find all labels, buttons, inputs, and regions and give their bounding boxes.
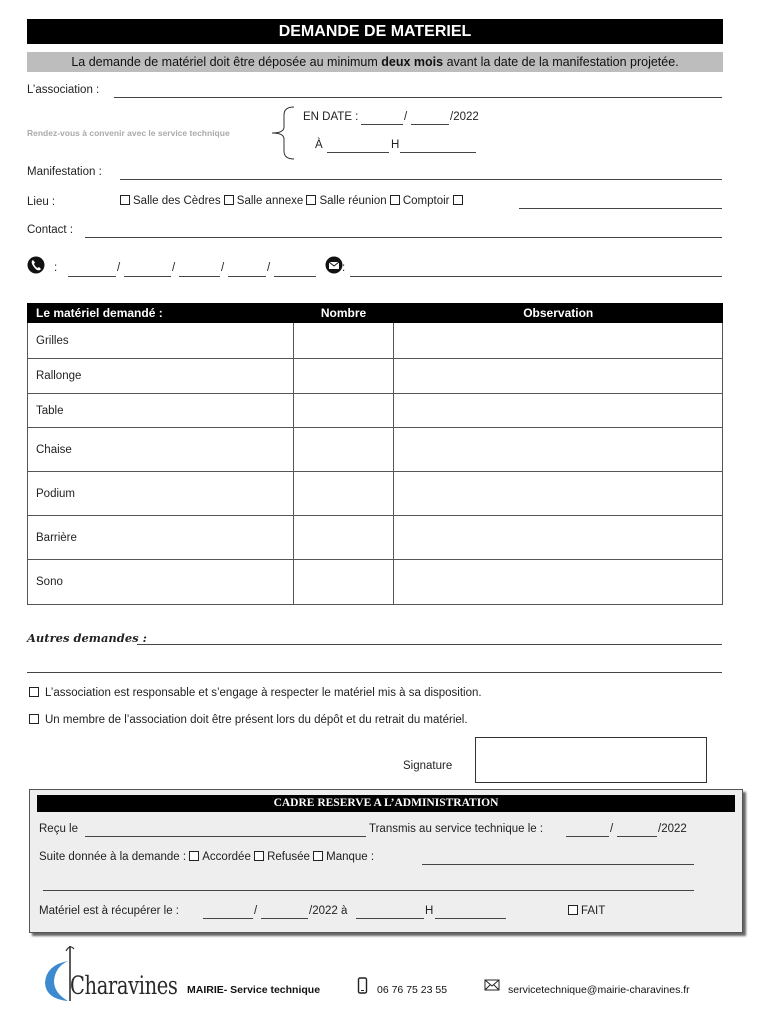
checkbox-refusee[interactable] — [254, 851, 264, 861]
email-colon: : — [342, 262, 346, 274]
nombre-cell[interactable] — [293, 323, 394, 359]
contact-field[interactable] — [85, 237, 722, 238]
notice-text-bold: deux mois — [381, 55, 444, 69]
transmis-day-field[interactable] — [566, 836, 609, 837]
recu-field[interactable] — [85, 836, 366, 837]
transmis-month-field[interactable] — [617, 836, 657, 837]
fait-label: FAIT — [581, 905, 606, 917]
nombre-cell[interactable] — [293, 359, 394, 394]
manifestation-label: Manifestation : — [27, 166, 102, 178]
lieu-options — [120, 195, 466, 207]
phone-field-5[interactable] — [274, 276, 316, 277]
en-date-month-field[interactable] — [411, 124, 449, 125]
table-row — [28, 560, 723, 605]
recu-label: Reçu le — [39, 823, 78, 835]
material-name: Sono — [28, 560, 294, 605]
phone-field-3[interactable] — [179, 276, 220, 277]
phone-field-2[interactable] — [124, 276, 171, 277]
checkbox-presence[interactable] — [29, 714, 39, 724]
recuperer-month-field[interactable] — [261, 918, 308, 919]
en-date-label: EN DATE : — [303, 111, 359, 123]
checkbox-reunion[interactable] — [306, 195, 316, 205]
recuperer-h-label: H — [425, 905, 434, 917]
observation-cell[interactable] — [394, 472, 723, 516]
transmis-label: Transmis au service technique le : — [369, 823, 544, 835]
lieu-label: Lieu : — [27, 196, 56, 208]
phone-field-1[interactable] — [68, 276, 116, 277]
observation-cell[interactable] — [394, 516, 723, 560]
commitment-presence-text: Un membre de l’association doit être présent lors du dépôt et du retrait du matériel. — [45, 714, 468, 726]
lieu-option-cedres[interactable]: Salle des Cèdres — [120, 195, 221, 207]
table-row — [28, 394, 723, 428]
observation-cell[interactable] — [394, 323, 723, 359]
table-row — [28, 516, 723, 560]
email-icon — [325, 256, 346, 274]
brace-icon — [264, 105, 300, 161]
autres-demandes-field-1[interactable] — [137, 644, 722, 645]
commitment-presence[interactable] — [29, 714, 468, 726]
observation-cell[interactable] — [394, 394, 723, 428]
material-name: Barrière — [28, 516, 294, 560]
recuperer-year: /2022 à — [309, 905, 348, 917]
checkbox-respect[interactable] — [29, 687, 39, 697]
footer-email[interactable]: servicetechnique@mairie-charavines.fr — [508, 984, 690, 996]
checkbox-accordee[interactable] — [189, 851, 199, 861]
email-field[interactable] — [350, 276, 722, 277]
notice-text-pre: La demande de matériel doit être déposée au minimum — [71, 55, 378, 69]
observation-cell[interactable] — [394, 359, 723, 394]
autres-demandes-label: Autres demandes : — [27, 631, 147, 645]
nombre-cell[interactable] — [293, 428, 394, 472]
rdv-label: Rendez-vous à convenir avec le service technique — [27, 128, 230, 138]
header-nombre: Nombre — [293, 304, 394, 323]
checkbox-fait[interactable] — [568, 905, 578, 915]
a-label: À — [315, 139, 323, 151]
material-name: Rallonge — [28, 359, 294, 394]
recuperer-label: Matériel est à récupérer le : — [39, 905, 179, 917]
lieu-other-field[interactable] — [519, 208, 722, 209]
signature-label: Signature — [403, 760, 453, 772]
nombre-cell[interactable] — [293, 472, 394, 516]
manifestation-field[interactable] — [120, 179, 722, 180]
rdv-minute-field[interactable] — [400, 152, 476, 153]
table-row — [28, 472, 723, 516]
fait-option[interactable] — [568, 905, 605, 917]
signature-box[interactable] — [475, 737, 707, 783]
checkbox-other[interactable] — [453, 195, 463, 205]
suite-text: Suite donnée à la demande : — [39, 851, 187, 863]
en-date-day-field[interactable] — [361, 124, 403, 125]
table-row — [28, 428, 723, 472]
header-observation: Observation — [394, 304, 723, 323]
commitment-respect-text: L’association est responsable et s’engage à respecter le matériel mis à sa disposition. — [45, 687, 482, 699]
observation-cell[interactable] — [394, 428, 723, 472]
rdv-hour-field[interactable] — [327, 152, 389, 153]
notice-banner — [27, 52, 723, 72]
association-field[interactable] — [114, 97, 722, 98]
material-name: Grilles — [28, 323, 294, 359]
material-name: Chaise — [28, 428, 294, 472]
table-header-row — [28, 304, 723, 323]
recuperer-hour-field[interactable] — [356, 918, 424, 919]
en-date-year: /2022 — [450, 111, 479, 123]
refusee-label: Refusée — [267, 851, 310, 863]
page-title: DEMANDE DE MATERIEL — [27, 19, 723, 44]
checkbox-manque[interactable] — [313, 851, 323, 861]
nombre-cell[interactable] — [293, 516, 394, 560]
checkbox-annexe[interactable] — [224, 195, 234, 205]
footer-phone: 06 76 75 23 55 — [377, 984, 448, 996]
suite-label — [39, 851, 374, 863]
admin-section: CADRE RESERVE A L’ADMINISTRATION Reçu le Transmis au service technique le : / /2022 Suite donnée à la demande : Accordée Refusée Manque : Matériel est à récupérer le : / /2022 à H FAIT — [29, 789, 743, 933]
lieu-option-comptoir[interactable]: Comptoir — [390, 195, 450, 207]
association-label: L’association : — [27, 84, 100, 96]
phone-icon — [27, 256, 45, 274]
charavines-logo — [40, 943, 178, 1005]
nombre-cell[interactable] — [293, 560, 394, 605]
checkbox-cedres[interactable] — [120, 195, 130, 205]
admin-title: CADRE RESERVE A L’ADMINISTRATION — [37, 795, 735, 812]
accordee-label: Accordée — [202, 851, 251, 863]
h-label: H — [391, 139, 400, 151]
recuperer-minute-field[interactable] — [435, 918, 506, 919]
material-name: Podium — [28, 472, 294, 516]
mobile-phone-icon — [357, 977, 369, 995]
table-row — [28, 359, 723, 394]
material-table — [27, 303, 723, 605]
footer-service: MAIRIE- Service technique — [187, 984, 321, 996]
envelope-icon — [484, 979, 500, 991]
phone-field-4[interactable] — [228, 276, 266, 277]
nombre-cell[interactable] — [293, 394, 394, 428]
checkbox-comptoir[interactable] — [390, 195, 400, 205]
observation-cell[interactable] — [394, 560, 723, 605]
manque-field[interactable] — [422, 864, 694, 865]
transmis-year: /2022 — [658, 823, 687, 835]
lieu-option-reunion[interactable]: Salle réunion — [306, 195, 386, 207]
autres-demandes-field-2[interactable] — [27, 672, 722, 673]
recuperer-day-field[interactable] — [203, 918, 253, 919]
lieu-option-annexe[interactable]: Salle annexe — [224, 195, 304, 207]
manque-label: Manque : — [326, 851, 375, 863]
phone-colon: : — [54, 262, 58, 274]
logo-text: Charavines — [70, 971, 178, 1000]
commitment-respect[interactable] — [29, 687, 482, 699]
contact-label: Contact : — [27, 224, 74, 236]
table-row — [28, 323, 723, 359]
material-name: Table — [28, 394, 294, 428]
manque-field-2[interactable] — [43, 890, 694, 891]
header-material: Le matériel demandé : — [28, 304, 294, 323]
notice-text-post: avant la date de la manifestation projetée. — [446, 55, 679, 69]
